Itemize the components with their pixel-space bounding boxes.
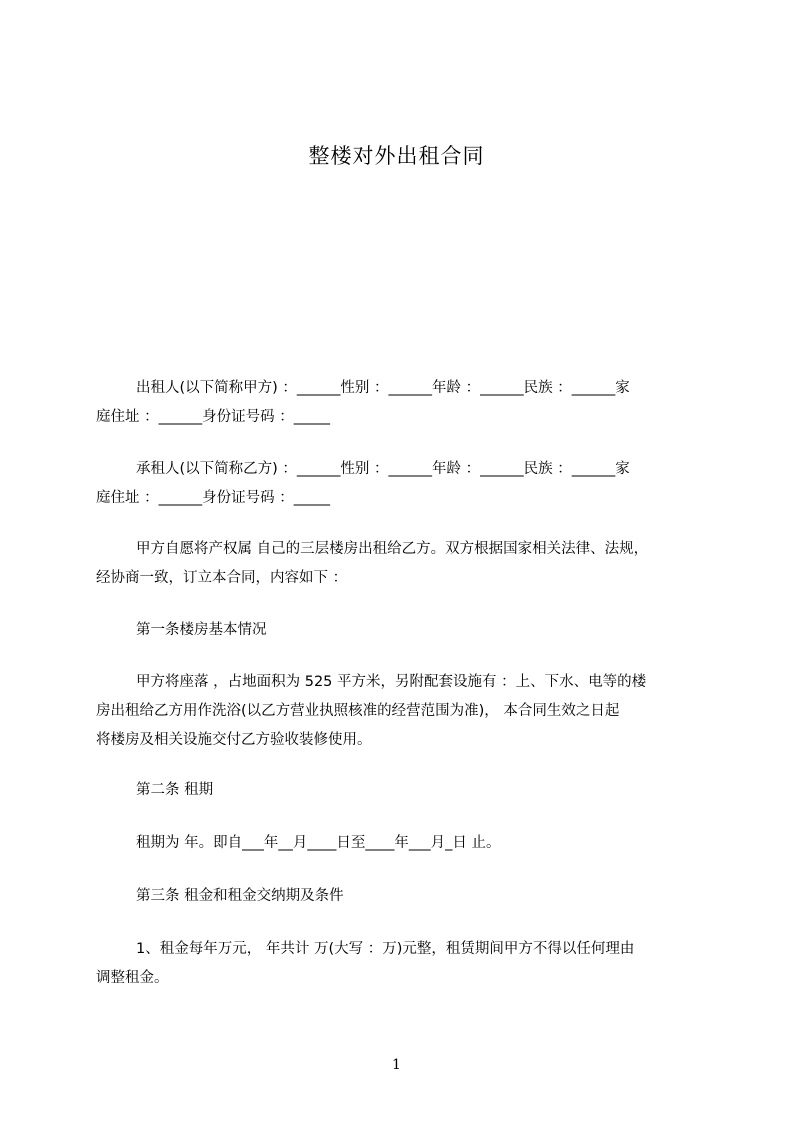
article-2-line-1: 租期为 年。即自___年__月____日至____年___月_日 止。	[136, 835, 501, 851]
article-3-line-1: 1、租金每年万元， 年共计 万(大写 ：万)元整，租赁期间甲方不得以任何理由	[136, 941, 635, 957]
lessee-paragraph	[96, 455, 704, 513]
lessee-line-1: 承租人(以下简称乙方) ：______性别 ：______年龄 ：______民族 ：______家	[136, 461, 630, 477]
lessor-paragraph	[96, 374, 704, 432]
lessor-line-1: 出租人(以下简称甲方) ：______性别 ：______年龄 ：______民族 ：______家	[136, 380, 630, 396]
article-2-paragraph	[96, 829, 704, 858]
lessee-line-2: 庭住址 ：______身份证号码 ：_____	[96, 490, 330, 506]
article-2-heading: 第二条 租期	[136, 782, 214, 798]
article-1-heading: 第一条楼房基本情况	[136, 622, 267, 638]
article-3-heading: 第三条 租金和租金交纳期及条件	[136, 888, 344, 904]
intro-line-1: 甲方自愿将产权属 自己的三层楼房出租给乙方。双方根据国家相关法律、法规，	[136, 541, 649, 557]
article-1-heading-block	[96, 616, 704, 645]
article-1-line-1: 甲方将座落 ，占地面积为 525 平方米，另附配套设施有 ：上、下水、电等的楼	[136, 674, 647, 690]
page-number: 1	[392, 1057, 401, 1073]
document-title: 整楼对外出租合同	[308, 144, 485, 168]
intro-paragraph	[96, 535, 704, 593]
article-1-line-3: 将楼房及相关设施交付乙方验收装修使用。	[96, 732, 372, 748]
article-1-paragraph	[96, 668, 704, 755]
article-3-heading-block	[96, 882, 704, 911]
intro-line-2: 经协商一致，订立本合同，内容如下 ：	[96, 570, 348, 586]
article-1-line-2: 房出租给乙方用作洗浴(以乙方营业执照核准的经营范围为准)， 本合同生效之日起	[96, 703, 620, 719]
lessor-line-2: 庭住址 ：______身份证号码 ：_____	[96, 409, 330, 425]
article-2-heading-block	[96, 776, 704, 805]
article-3-line-2: 调整租金。	[96, 970, 169, 986]
article-3-paragraph	[96, 935, 704, 993]
